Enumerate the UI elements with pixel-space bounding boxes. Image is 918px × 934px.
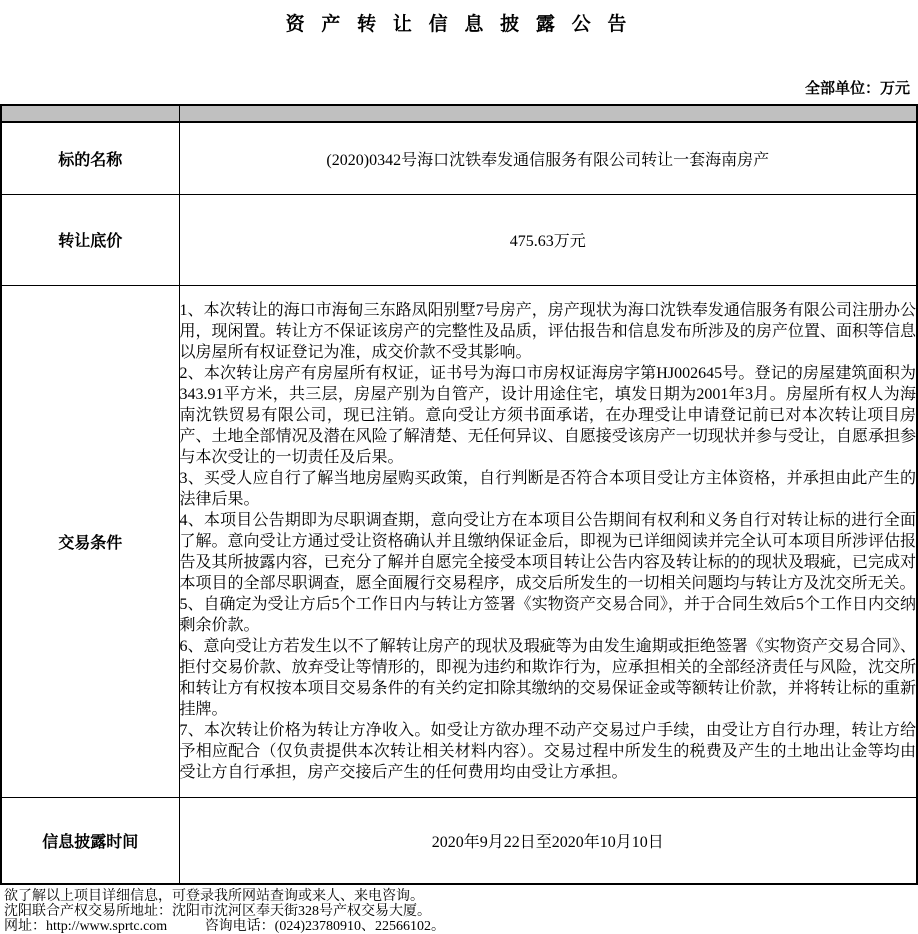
row-value-base-price: 475.63万元 (179, 194, 917, 285)
table-row-transaction-conditions (1, 285, 917, 797)
condition-paragraph: 2、本次转让房产有房屋所有权证，证书号为海口市房权证海房字第HJ002645号。登记的房屋建筑面积为343.91平方米，共三层，房屋产别为自管产，设计用途住宅，填发日期为2001年3月。房屋所有权人为海南沈铁贸易有限公司，现已注销。意向受让方须书面承诺，在办理受让申请登记前已对本次转让项目房产、土地全部情况及潜在风险了解清楚、无任何异议、自愿接受该房产一切现状并参与受让，自愿承担参与本次受让的一切责任及后果。 (179, 364, 916, 466)
row-label-subject-name: 标的名称 (1, 122, 179, 194)
footer-contact-line (4, 919, 918, 934)
row-label-base-price: 转让底价 (1, 194, 179, 285)
footer-phone: 咨询电话：(024)23780910、22566102。 (204, 919, 446, 934)
footer-address-line: 沈阳联合产权交易所地址：沈阳市沈河区奉天街328号产权交易大厦。 (4, 904, 431, 919)
condition-paragraph: 3、买受人应自行了解当地房屋购买政策，自行判断是否符合本项目受让方主体资格，并承担由此产生的法律后果。 (179, 469, 916, 508)
header-cell-value-column (179, 105, 917, 122)
announcement-table (0, 104, 918, 885)
unit-note: 全部单位：万元 (804, 81, 910, 97)
footer-website: 网址：http://www.sprtc.com (4, 919, 168, 934)
table-row-base-price (1, 194, 917, 285)
table-row-disclosure-period (1, 797, 917, 884)
condition-paragraph: 6、意向受让方若发生以不了解转让房产的现状及瑕疵等为由发生逾期或拒绝签署《实物资产交易合同》、拒付交易价款、放弃受让等情形的，即视为违约和欺诈行为，应承担相关的全部经济责任与风险，沈交所和转让方有权按本项目交易条件的有关约定扣除其缴纳的交易保证金或等额转让价款，并将转让标的重新挂牌。 (179, 637, 916, 718)
footer (4, 889, 918, 934)
header-cell-label-column (1, 105, 179, 122)
page-title: 资 产 转 让 信 息 披 露 公 告 (285, 14, 633, 35)
row-value-disclosure-period: 2020年9月22日至2020年10月10日 (179, 797, 917, 884)
condition-paragraph: 5、自确定为受让方后5个工作日内与转让方签署《实物资产交易合同》，并于合同生效后5个工作日内交纳剩余价款。 (179, 595, 916, 634)
condition-paragraph: 7、本次转让价格为转让方净收入。如受让方欲办理不动产交易过户手续，由受让方自行办理，转让方给予相应配合（仅负责提供本次转让相关材料内容）。交易过程中所发生的税费及产生的土地出让金等均由受让方自行承担，房产交接后产生的任何费用均由受让方承担。 (179, 721, 916, 781)
condition-paragraph: 4、本项目公告期即为尽职调查期，意向受让方在本项目公告期间有权利和义务自行对转让标的进行全面了解。意向受让方通过受让资格确认并且缴纳保证金后，即视为已详细阅读并完全认可本项目所涉评估报告及其所披露内容，已充分了解并自愿完全接受本项目转让公告内容及转让标的的现状及瑕疵，已完成对本项目的全部尽职调查，愿全面履行交易程序，成交后所发生的一切相关问题均与转让方及沈交所无关。 (179, 511, 916, 592)
footer-inquiry-note: 欲了解以上项目详细信息，可登录我所网站查询或来人、来电咨询。 (4, 889, 424, 904)
row-label-disclosure-period: 信息披露时间 (1, 797, 179, 884)
table-header-row (1, 105, 917, 122)
row-label-transaction-conditions: 交易条件 (1, 285, 179, 797)
announcement-page (0, 9, 918, 932)
table-row-subject-name (1, 122, 917, 194)
row-value-subject-name: (2020)0342号海口沈铁奉发通信服务有限公司转让一套海南房产 (179, 122, 917, 194)
condition-paragraph: 1、本次转让的海口市海甸三东路凤阳别墅7号房产，房产现状为海口沈铁奉发通信服务有限公司注册办公用，现闲置。转让方不保证该房产的完整性及品质，评估报告和信息发布所涉及的房产位置、面积等信息以房屋所有权证登记为准，成交价款不受其影响。 (179, 301, 916, 361)
row-value-transaction-conditions (179, 285, 917, 797)
